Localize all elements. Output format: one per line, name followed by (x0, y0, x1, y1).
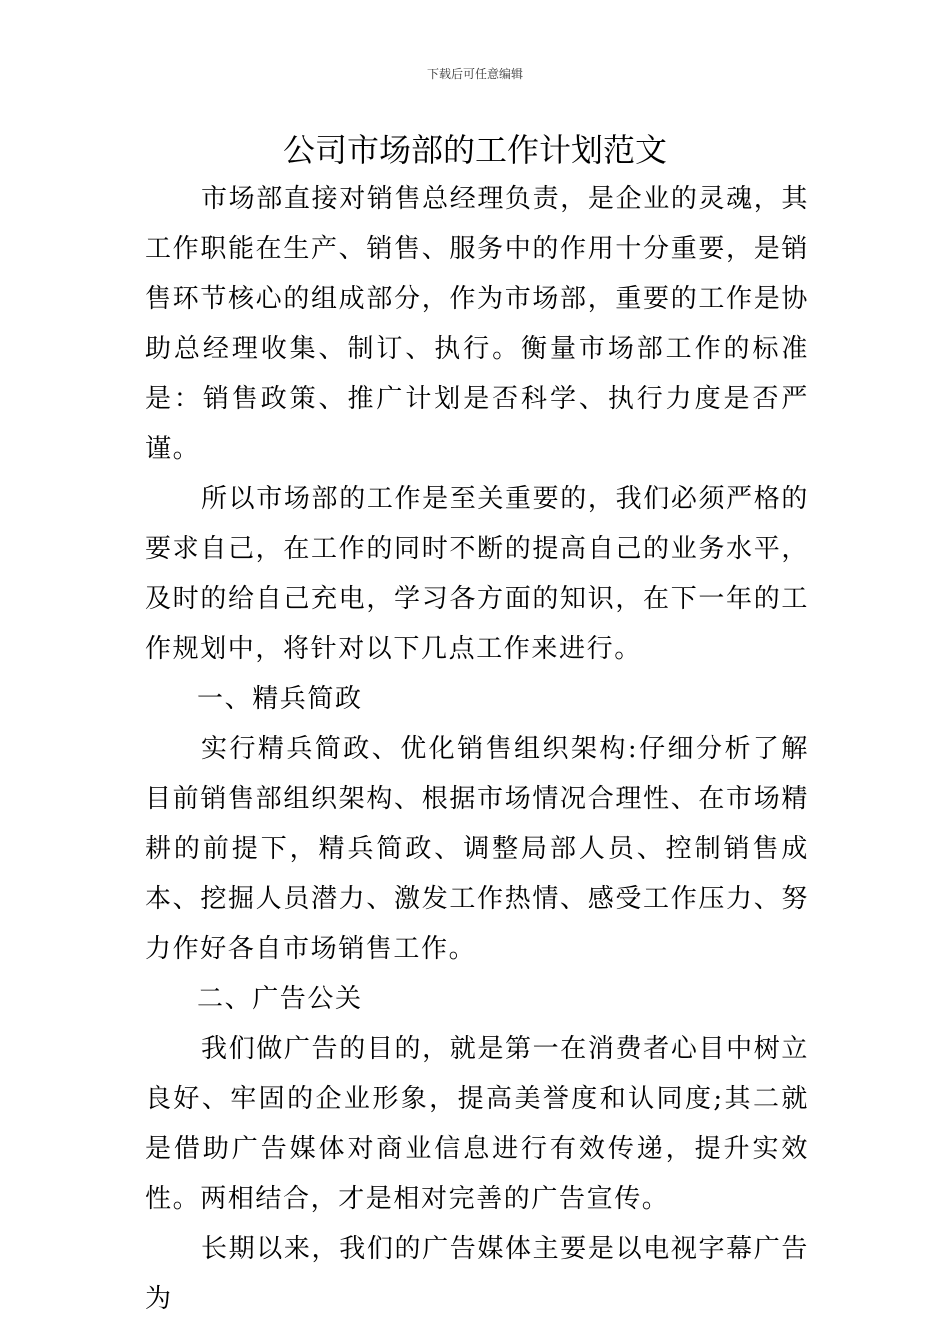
paragraph-advertising-purpose: 我们做广告的目的，就是第一在消费者心目中树立良好、牢固的企业形象，提高美誉度和认同度;其二就是借助广告媒体对商业信息进行有效传递，提升实效性。两相结合，才是相对完善的广告宣传。 (145, 1034, 809, 1214)
paragraph-advertising-media: 长期以来，我们的广告媒体主要是以电视字幕广告为 (145, 1234, 809, 1314)
paragraph-importance: 所以市场部的工作是至关重要的，我们必须严格的要求自己，在工作的同时不断的提高自己的业务水平，及时的给自己充电，学习各方面的知识，在下一年的工作规划中，将针对以下几点工作来进行。 (145, 484, 809, 664)
paragraph-intro: 市场部直接对销售总经理负责，是企业的灵魂，其工作职能在生产、销售、服务中的作用十分重要，是销售环节核心的组成部分，作为市场部，重要的工作是协助总经理收集、制订、执行。衡量市场部工作的标准是：销售政策、推广计划是否科学、执行力度是否严谨。 (145, 184, 809, 464)
section-heading-advertising: 二、广告公关 (197, 984, 363, 1014)
document-body (145, 174, 809, 1324)
header-note: 下载后可任意编辑 (426, 67, 523, 81)
section-heading-streamline: 一、精兵简政 (197, 684, 363, 714)
document-title: 公司市场部的工作计划范文 (282, 131, 667, 169)
paragraph-streamline: 实行精兵简政、优化销售组织架构:仔细分析了解目前销售部组织架构、根据市场情况合理性、在市场精耕的前提下，精兵简政、调整局部人员、控制销售成本、挖掘人员潜力、激发工作热情、感受工作压力、努力作好各自市场销售工作。 (145, 734, 809, 964)
